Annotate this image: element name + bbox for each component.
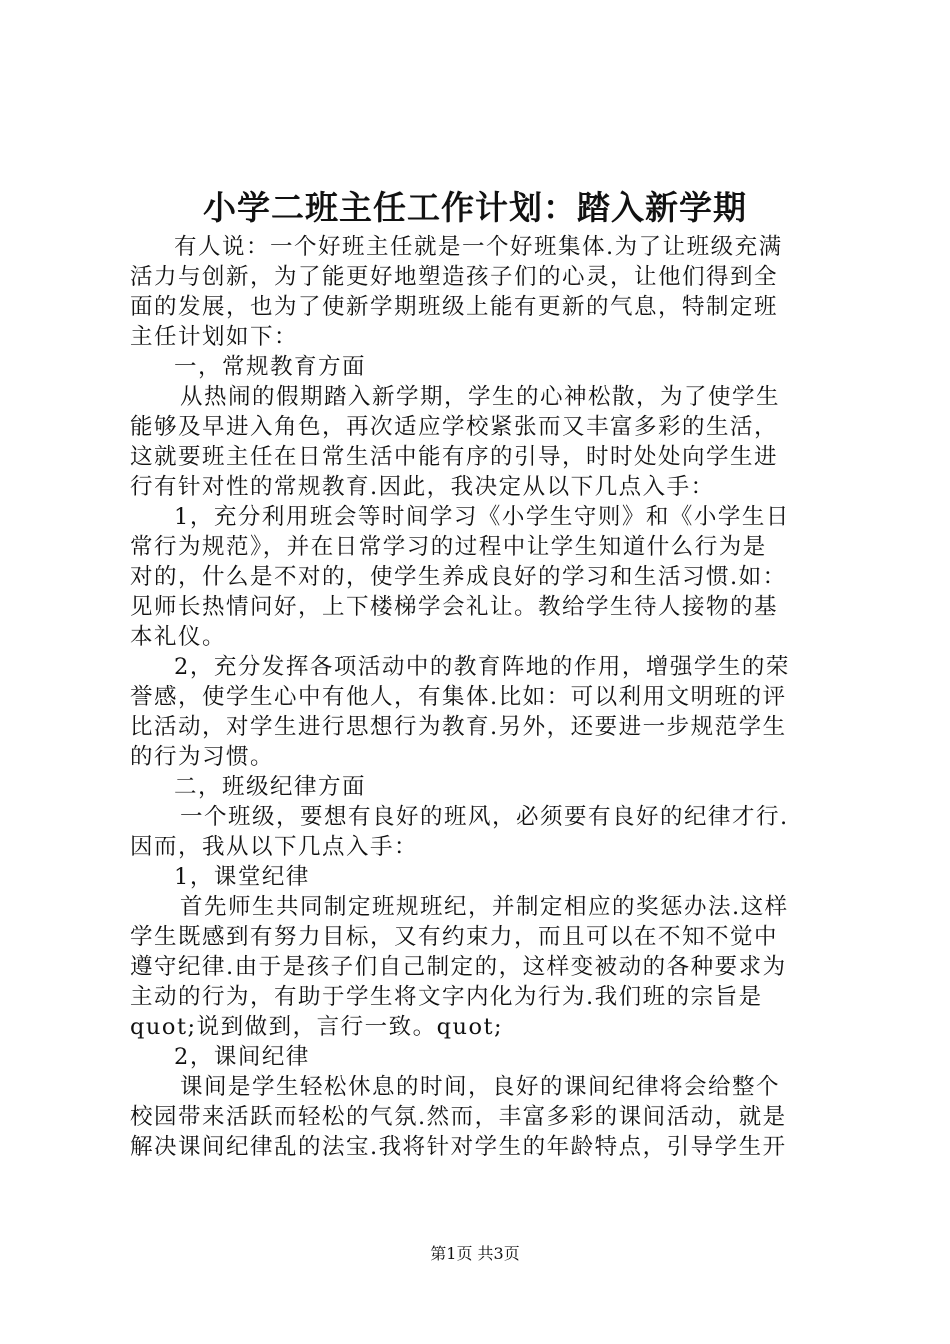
text-line: 有人说：一个好班主任就是一个好班集体.为了让班级充满 [174, 234, 783, 260]
subsection-heading: 1，课堂纪律 [174, 864, 310, 890]
text-line: 解决课间纪律乱的法宝.我将针对学生的年龄特点，引导学生开 [130, 1134, 787, 1160]
text-line: 常行为规范》，并在日常学习的过程中让学生知道什么行为是 [130, 534, 767, 560]
text-line: 首先师生共同制定班规班纪，并制定相应的奖惩办法.这样 [180, 894, 789, 920]
text-line: 见师长热情问好，上下楼梯学会礼让。教给学生待人接物的基 [130, 594, 779, 620]
text-line: 主任计划如下： [130, 324, 299, 350]
text-line: 遵守纪律.由于是孩子们自己制定的，这样变被动的各种要求为 [130, 954, 787, 980]
text-line: 活力与创新，为了能更好地塑造孩子们的心灵，让他们得到全 [130, 264, 779, 290]
text-line: 对的，什么是不对的，使学生养成良好的学习和生活习惯.如： [130, 564, 787, 590]
page-number: 第1页 共3页 [430, 1244, 520, 1263]
text-line: 誉感，使学生心中有他人，有集体.比如：可以利用文明班的评 [130, 684, 787, 710]
section-heading: 二，班级纪律方面 [174, 774, 367, 800]
text-line: 行有针对性的常规教育.因此，我决定从以下几点入手： [130, 474, 715, 500]
document-body [130, 232, 840, 1162]
text-line: quot;说到做到，言行一致。quot; [130, 1014, 504, 1040]
text-line: 能够及早进入角色，再次适应学校紧张而又丰富多彩的生活， [130, 414, 779, 440]
text-line: 从热闹的假期踏入新学期，学生的心神松散，为了使学生 [180, 384, 781, 410]
text-line: 因而，我从以下几点入手： [130, 834, 419, 860]
section-heading: 一，常规教育方面 [174, 354, 367, 380]
text-line: 本礼仪。 [130, 624, 227, 650]
subsection-heading: 2，课间纪律 [174, 1044, 310, 1070]
document-title: 小学二班主任工作计划：踏入新学期 [203, 188, 747, 227]
text-line: 课间是学生轻松休息的时间，良好的课间纪律将会给整个 [180, 1074, 781, 1100]
text-line: 学生既感到有努力目标，又有约束力，而且可以在不知不觉中 [130, 924, 779, 950]
text-line: 的行为习惯。 [130, 744, 275, 770]
text-line: 面的发展，也为了使新学期班级上能有更新的气息，特制定班 [130, 294, 779, 320]
text-line: 一个班级，要想有良好的班风，必须要有良好的纪律才行. [180, 804, 789, 830]
text-line: 比活动，对学生进行思想行为教育.另外，还要进一步规范学生 [130, 714, 787, 740]
text-line: 主动的行为，有助于学生将文字内化为行为.我们班的宗旨是 [130, 984, 763, 1010]
text-line: 1，充分利用班会等时间学习《小学生守则》和《小学生日 [174, 504, 790, 530]
text-line: 校园带来活跃而轻松的气氛.然而，丰富多彩的课间活动，就是 [130, 1104, 787, 1130]
text-line: 这就要班主任在日常生活中能有序的引导，时时处处向学生进 [130, 444, 779, 470]
text-line: 2，充分发挥各项活动中的教育阵地的作用，增强学生的荣 [174, 654, 790, 680]
